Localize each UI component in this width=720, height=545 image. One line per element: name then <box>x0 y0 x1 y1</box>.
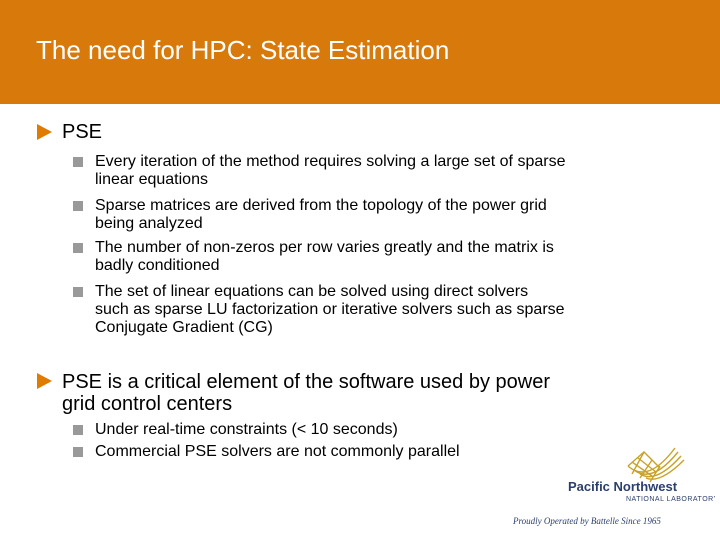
pnnl-logo-mark-icon <box>510 440 715 540</box>
bullet-text: such as sparse LU factorization or iterative solvers such as sparse <box>95 301 565 318</box>
logo-name-line1: Pacific Northwest <box>568 479 678 494</box>
bullet-square-icon <box>73 287 83 297</box>
bullet-square-icon <box>73 425 83 435</box>
bullet-arrow-icon <box>37 124 52 140</box>
bullet-text: Sparse matrices are derived from the topology of the power grid <box>95 197 547 214</box>
bullet-text: Under real-time constraints (< 10 seconds) <box>95 421 398 438</box>
bullet-square-icon <box>73 243 83 253</box>
bullet-square-icon <box>73 157 83 167</box>
bullet-square-icon <box>73 447 83 457</box>
logo-tagline: Proudly Operated by Battelle Since 1965 <box>513 516 661 526</box>
bullet-text: being analyzed <box>95 215 203 232</box>
slide-title: The need for HPC: State Estimation <box>36 35 450 65</box>
bullet-text: Every iteration of the method requires solving a large set of sparse <box>95 153 566 170</box>
bullet-text: The set of linear equations can be solved using direct solvers <box>95 283 529 300</box>
bullet-text: badly conditioned <box>95 257 220 274</box>
section-heading: PSE is a critical element of the software used by power <box>62 371 551 393</box>
bullet-text: linear equations <box>95 171 208 188</box>
bullet-text: Conjugate Gradient (CG) <box>95 319 273 336</box>
logo-name-line2: NATIONAL LABORATORY <box>626 496 715 503</box>
section-heading: PSE <box>62 121 103 143</box>
section-heading: grid control centers <box>62 393 233 415</box>
pnnl-logo <box>510 440 715 540</box>
bullet-square-icon <box>73 201 83 211</box>
bullet-text: Commercial PSE solvers are not commonly parallel <box>95 443 460 460</box>
bullet-text: The number of non-zeros per row varies greatly and the matrix is <box>95 239 554 256</box>
bullet-arrow-icon <box>37 373 52 389</box>
